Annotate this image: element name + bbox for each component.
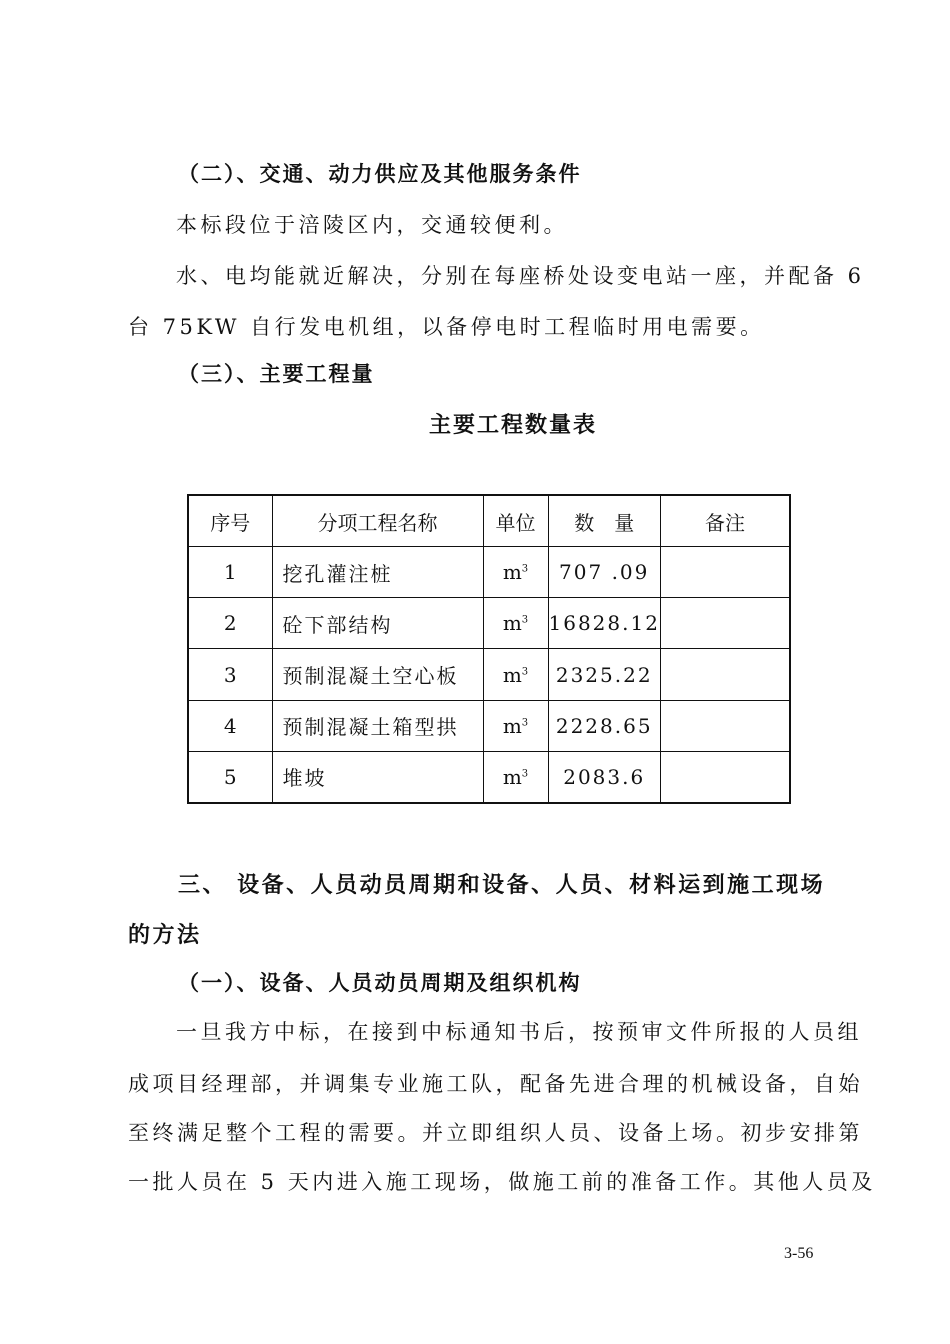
header-unit: 单位 (483, 495, 548, 547)
table-title: 主要工程数量表 (428, 413, 597, 438)
paragraph-mobilization-line4: 一批人员在 5 天内进入施工现场，做施工前的准备工作。其他人员及 (128, 1170, 876, 1194)
sub-heading-mobilization: （一）、设备、人员动员周期及组织机构 (178, 971, 582, 995)
page-number: 3-56 (784, 1245, 814, 1262)
cell-name: 砼下部结构 (272, 598, 483, 649)
paragraph-mobilization-line2: 成项目经理部，并调集专业施工队，配备先进合理的机械设备，自始 (128, 1072, 863, 1096)
header-seq: 序号 (188, 495, 272, 547)
chapter-heading-line2: 的方法 (128, 923, 202, 948)
cell-name: 堆坡 (272, 751, 483, 803)
header-name: 分项工程名称 (272, 495, 483, 547)
table-header-row (188, 495, 790, 547)
header-qty: 数 量 (548, 495, 660, 547)
table-row (188, 547, 790, 598)
table-row (188, 700, 790, 751)
table-row (188, 598, 790, 649)
cell-name: 预制混凝土箱型拱 (272, 700, 483, 751)
chapter-heading-line1: 三、 设备、人员动员周期和设备、人员、材料运到施工现场 (178, 873, 826, 898)
table-row (188, 751, 790, 803)
cell-note (660, 598, 790, 649)
cell-unit: $m^3$ (483, 700, 548, 751)
cell-name: 预制混凝土空心板 (272, 649, 483, 700)
paragraph-mobilization-line3: 至终满足整个工程的需要。并立即组织人员、设备上场。初步安排第 (128, 1121, 863, 1145)
paragraph-power-line2: 台 75KW 自行发电机组，以备停电时工程临时用电需要。 (128, 315, 765, 339)
section-heading-main-quantities: （三）、主要工程量 (178, 362, 375, 386)
cell-qty: 2228.65 (548, 700, 660, 751)
cell-seq: 3 (188, 649, 272, 700)
cell-qty: 707 .09 (548, 547, 660, 598)
paragraph-traffic: 本标段位于涪陵区内，交通较便利。 (176, 213, 568, 237)
quantities-table (187, 494, 791, 804)
section-heading-traffic-power: （二）、交通、动力供应及其他服务条件 (178, 162, 582, 186)
paragraph-power-line1: 水、电均能就近解决，分别在每座桥处设变电站一座，并配备 6 (176, 264, 865, 288)
cell-unit: $m^3$ (483, 547, 548, 598)
header-note: 备注 (660, 495, 790, 547)
cell-qty: 16828.12 (548, 598, 660, 649)
cell-note (660, 700, 790, 751)
cell-qty: 2083.6 (548, 751, 660, 803)
cell-unit: $m^3$ (483, 751, 548, 803)
cell-seq: 2 (188, 598, 272, 649)
cell-note (660, 751, 790, 803)
cell-unit: $m^3$ (483, 649, 548, 700)
table-row (188, 649, 790, 700)
cell-note (660, 649, 790, 700)
cell-seq: 5 (188, 751, 272, 803)
cell-unit: $m^3$ (483, 598, 548, 649)
cell-seq: 4 (188, 700, 272, 751)
paragraph-mobilization-line1: 一旦我方中标，在接到中标通知书后，按预审文件所报的人员组 (176, 1020, 862, 1044)
cell-seq: 1 (188, 547, 272, 598)
cell-qty: 2325.22 (548, 649, 660, 700)
cell-note (660, 547, 790, 598)
cell-name: 挖孔灌注桩 (272, 547, 483, 598)
